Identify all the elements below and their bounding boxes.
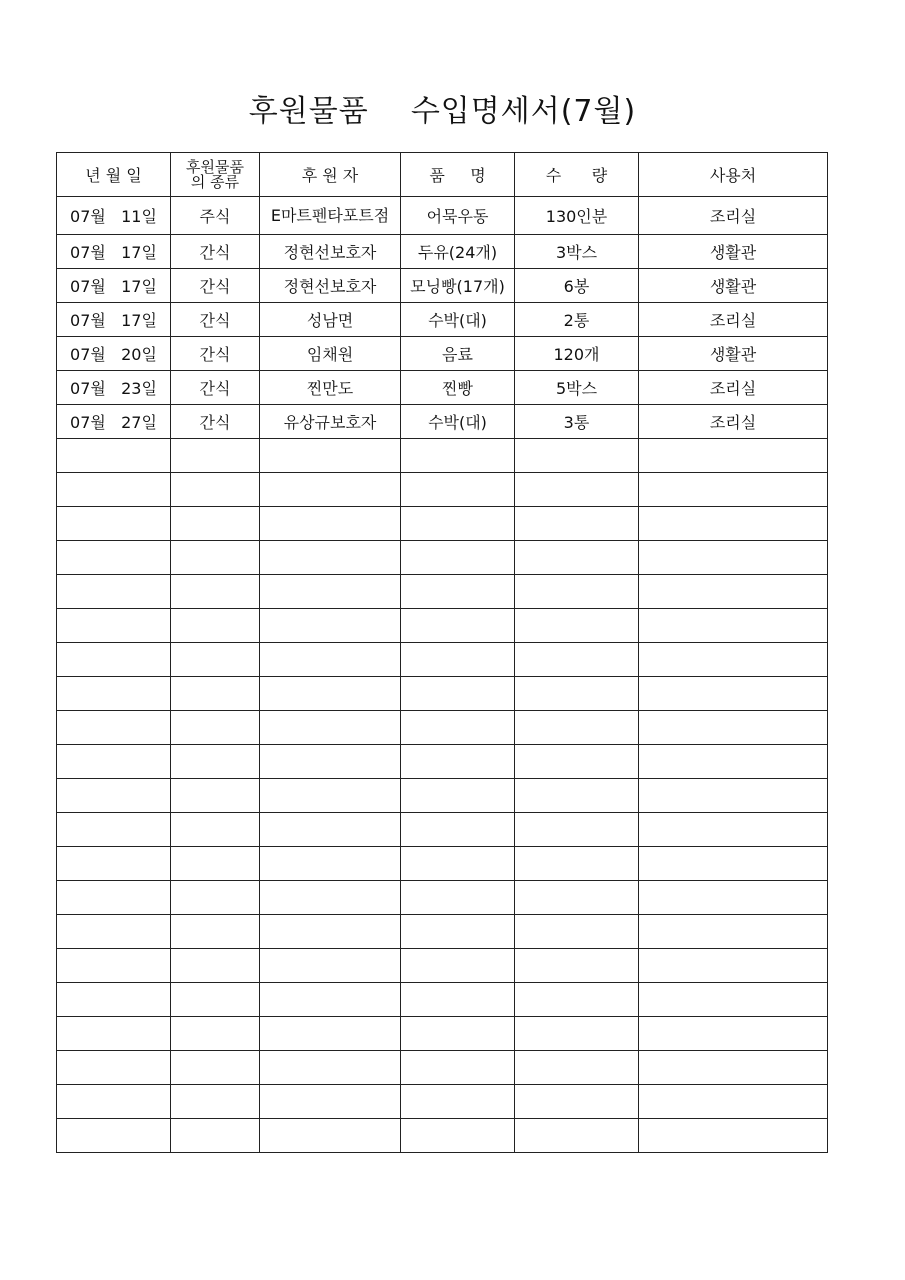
cell-donation-type: [171, 643, 260, 677]
cell-quantity: [515, 643, 639, 677]
header-usage: 사용처: [639, 153, 828, 197]
empty-table-row: [57, 575, 828, 609]
cell-date: [57, 779, 171, 813]
cell-usage: [639, 881, 828, 915]
cell-quantity: 120개: [515, 337, 639, 371]
cell-donor: [260, 473, 401, 507]
cell-donation-type: 간식: [171, 405, 260, 439]
cell-quantity: 3통: [515, 405, 639, 439]
cell-quantity: [515, 983, 639, 1017]
cell-donor: [260, 881, 401, 915]
cell-donor: [260, 507, 401, 541]
empty-table-row: [57, 541, 828, 575]
cell-donation-type: [171, 847, 260, 881]
cell-item-name: [401, 847, 515, 881]
cell-date: [57, 643, 171, 677]
cell-date: [57, 1119, 171, 1153]
cell-item-name: [401, 507, 515, 541]
cell-usage: 조리실: [639, 197, 828, 235]
cell-date: 07월 27일: [57, 405, 171, 439]
cell-donation-type: 간식: [171, 303, 260, 337]
table-row: [57, 371, 828, 405]
cell-quantity: [515, 507, 639, 541]
cell-usage: [639, 745, 828, 779]
cell-donor: [260, 983, 401, 1017]
cell-donor: 임채원: [260, 337, 401, 371]
cell-date: [57, 507, 171, 541]
cell-item-name: [401, 711, 515, 745]
cell-quantity: 5박스: [515, 371, 639, 405]
header-row: [57, 153, 828, 197]
cell-date: 07월 17일: [57, 235, 171, 269]
cell-quantity: 130인분: [515, 197, 639, 235]
cell-usage: [639, 813, 828, 847]
cell-quantity: [515, 1051, 639, 1085]
cell-donation-type: 주식: [171, 197, 260, 235]
table-row: [57, 405, 828, 439]
cell-item-name: 수박(대): [401, 303, 515, 337]
cell-usage: [639, 915, 828, 949]
cell-donation-type: [171, 1051, 260, 1085]
table-row: [57, 197, 828, 235]
cell-donation-type: 간식: [171, 269, 260, 303]
header-quantity: 수 량: [515, 153, 639, 197]
cell-usage: [639, 1119, 828, 1153]
cell-donor: [260, 677, 401, 711]
cell-item-name: [401, 745, 515, 779]
cell-date: [57, 983, 171, 1017]
cell-donor: [260, 1051, 401, 1085]
cell-donation-type: [171, 881, 260, 915]
cell-usage: [639, 1051, 828, 1085]
cell-usage: [639, 643, 828, 677]
donation-ledger-table: [56, 152, 828, 1153]
empty-table-row: [57, 847, 828, 881]
cell-donation-type: 간식: [171, 371, 260, 405]
table-row: [57, 235, 828, 269]
cell-donation-type: [171, 677, 260, 711]
cell-quantity: [515, 1119, 639, 1153]
empty-table-row: [57, 1051, 828, 1085]
cell-donor: [260, 643, 401, 677]
cell-quantity: 6봉: [515, 269, 639, 303]
cell-donor: [260, 745, 401, 779]
header-donor: 후 원 자: [260, 153, 401, 197]
cell-date: [57, 1017, 171, 1051]
cell-item-name: [401, 949, 515, 983]
cell-date: [57, 473, 171, 507]
cell-item-name: [401, 1017, 515, 1051]
header-date: 년 월 일: [57, 153, 171, 197]
cell-donor: [260, 779, 401, 813]
cell-quantity: [515, 541, 639, 575]
cell-quantity: [515, 439, 639, 473]
cell-date: [57, 915, 171, 949]
empty-table-row: [57, 473, 828, 507]
cell-donation-type: [171, 779, 260, 813]
empty-table-row: [57, 949, 828, 983]
cell-quantity: [515, 881, 639, 915]
cell-quantity: [515, 813, 639, 847]
cell-item-name: 모닝빵(17개): [401, 269, 515, 303]
empty-table-row: [57, 609, 828, 643]
empty-table-row: [57, 1085, 828, 1119]
cell-item-name: [401, 1051, 515, 1085]
empty-table-row: [57, 643, 828, 677]
empty-table-row: [57, 813, 828, 847]
cell-donor: [260, 1085, 401, 1119]
cell-usage: [639, 507, 828, 541]
cell-quantity: 3박스: [515, 235, 639, 269]
table-row: [57, 269, 828, 303]
cell-usage: [639, 711, 828, 745]
cell-donor: 정현선보호자: [260, 269, 401, 303]
cell-usage: [639, 983, 828, 1017]
cell-usage: 조리실: [639, 405, 828, 439]
cell-date: 07월 11일: [57, 197, 171, 235]
empty-table-row: [57, 881, 828, 915]
cell-date: [57, 677, 171, 711]
cell-item-name: [401, 813, 515, 847]
cell-donation-type: [171, 1017, 260, 1051]
cell-item-name: [401, 677, 515, 711]
cell-date: [57, 949, 171, 983]
cell-date: [57, 541, 171, 575]
empty-table-row: [57, 507, 828, 541]
cell-donation-type: [171, 745, 260, 779]
cell-donation-type: [171, 473, 260, 507]
cell-donation-type: [171, 507, 260, 541]
cell-quantity: [515, 949, 639, 983]
cell-donation-type: [171, 813, 260, 847]
cell-usage: [639, 949, 828, 983]
cell-usage: 생활관: [639, 235, 828, 269]
cell-usage: [639, 473, 828, 507]
cell-item-name: 음료: [401, 337, 515, 371]
cell-donor: 정현선보호자: [260, 235, 401, 269]
cell-item-name: [401, 643, 515, 677]
cell-usage: [639, 541, 828, 575]
cell-quantity: [515, 1085, 639, 1119]
empty-table-row: [57, 983, 828, 1017]
cell-quantity: [515, 473, 639, 507]
cell-usage: [639, 575, 828, 609]
cell-donor: [260, 1017, 401, 1051]
cell-donor: [260, 541, 401, 575]
cell-donor: 성남면: [260, 303, 401, 337]
cell-donor: [260, 915, 401, 949]
empty-table-row: [57, 677, 828, 711]
cell-usage: [639, 677, 828, 711]
cell-date: [57, 745, 171, 779]
cell-date: [57, 711, 171, 745]
cell-item-name: [401, 541, 515, 575]
cell-donor: [260, 609, 401, 643]
cell-usage: [639, 439, 828, 473]
cell-date: [57, 575, 171, 609]
cell-item-name: [401, 983, 515, 1017]
cell-donation-type: [171, 1119, 260, 1153]
cell-donor: [260, 949, 401, 983]
cell-donation-type: [171, 541, 260, 575]
cell-donation-type: 간식: [171, 337, 260, 371]
table-row: [57, 337, 828, 371]
cell-item-name: [401, 1085, 515, 1119]
cell-donation-type: [171, 575, 260, 609]
cell-date: [57, 1085, 171, 1119]
cell-item-name: [401, 779, 515, 813]
cell-usage: [639, 1017, 828, 1051]
cell-donation-type: [171, 439, 260, 473]
empty-table-row: [57, 1017, 828, 1051]
cell-donation-type: [171, 983, 260, 1017]
empty-table-row: [57, 779, 828, 813]
cell-date: [57, 813, 171, 847]
cell-quantity: [515, 745, 639, 779]
cell-donor: 유상규보호자: [260, 405, 401, 439]
empty-table-row: [57, 439, 828, 473]
cell-usage: [639, 847, 828, 881]
cell-donation-type: [171, 915, 260, 949]
cell-usage: [639, 779, 828, 813]
cell-donation-type: [171, 1085, 260, 1119]
cell-quantity: [515, 1017, 639, 1051]
cell-usage: 생활관: [639, 269, 828, 303]
empty-table-row: [57, 915, 828, 949]
cell-donor: E마트펜타포트점: [260, 197, 401, 235]
cell-usage: [639, 609, 828, 643]
cell-date: [57, 439, 171, 473]
cell-donor: [260, 575, 401, 609]
cell-quantity: [515, 575, 639, 609]
cell-quantity: 2통: [515, 303, 639, 337]
cell-date: 07월 20일: [57, 337, 171, 371]
cell-item-name: [401, 915, 515, 949]
cell-donor: [260, 813, 401, 847]
cell-usage: [639, 1085, 828, 1119]
cell-quantity: [515, 711, 639, 745]
cell-item-name: [401, 439, 515, 473]
table-row: [57, 303, 828, 337]
cell-donor: [260, 847, 401, 881]
cell-date: [57, 609, 171, 643]
cell-date: 07월 17일: [57, 303, 171, 337]
cell-quantity: [515, 779, 639, 813]
cell-quantity: [515, 609, 639, 643]
empty-table-row: [57, 1119, 828, 1153]
cell-item-name: 두유(24개): [401, 235, 515, 269]
page-title: 후원물품 수입명세서(7월): [248, 94, 637, 129]
cell-donor: [260, 711, 401, 745]
header-item-name: 품 명: [401, 153, 515, 197]
cell-quantity: [515, 915, 639, 949]
cell-item-name: [401, 881, 515, 915]
cell-quantity: [515, 847, 639, 881]
cell-donation-type: [171, 711, 260, 745]
cell-donor: 찐만도: [260, 371, 401, 405]
cell-donation-type: 간식: [171, 235, 260, 269]
cell-donor: [260, 1119, 401, 1153]
cell-quantity: [515, 677, 639, 711]
cell-donation-type: [171, 949, 260, 983]
cell-item-name: [401, 609, 515, 643]
cell-date: [57, 847, 171, 881]
cell-item-name: [401, 473, 515, 507]
cell-item-name: 어묵우동: [401, 197, 515, 235]
cell-item-name: 수박(대): [401, 405, 515, 439]
empty-table-row: [57, 745, 828, 779]
cell-usage: 조리실: [639, 303, 828, 337]
cell-donation-type: [171, 609, 260, 643]
cell-donor: [260, 439, 401, 473]
cell-item-name: [401, 1119, 515, 1153]
cell-date: 07월 23일: [57, 371, 171, 405]
empty-table-row: [57, 711, 828, 745]
header-donation-type: [171, 153, 260, 197]
cell-usage: 조리실: [639, 371, 828, 405]
cell-date: [57, 1051, 171, 1085]
header-donation-type-line2: 의 종류: [190, 172, 240, 191]
header-donation-type-line1: 후원물품: [186, 157, 244, 176]
cell-usage: 생활관: [639, 337, 828, 371]
cell-date: [57, 881, 171, 915]
cell-item-name: 찐빵: [401, 371, 515, 405]
cell-date: 07월 17일: [57, 269, 171, 303]
cell-item-name: [401, 575, 515, 609]
